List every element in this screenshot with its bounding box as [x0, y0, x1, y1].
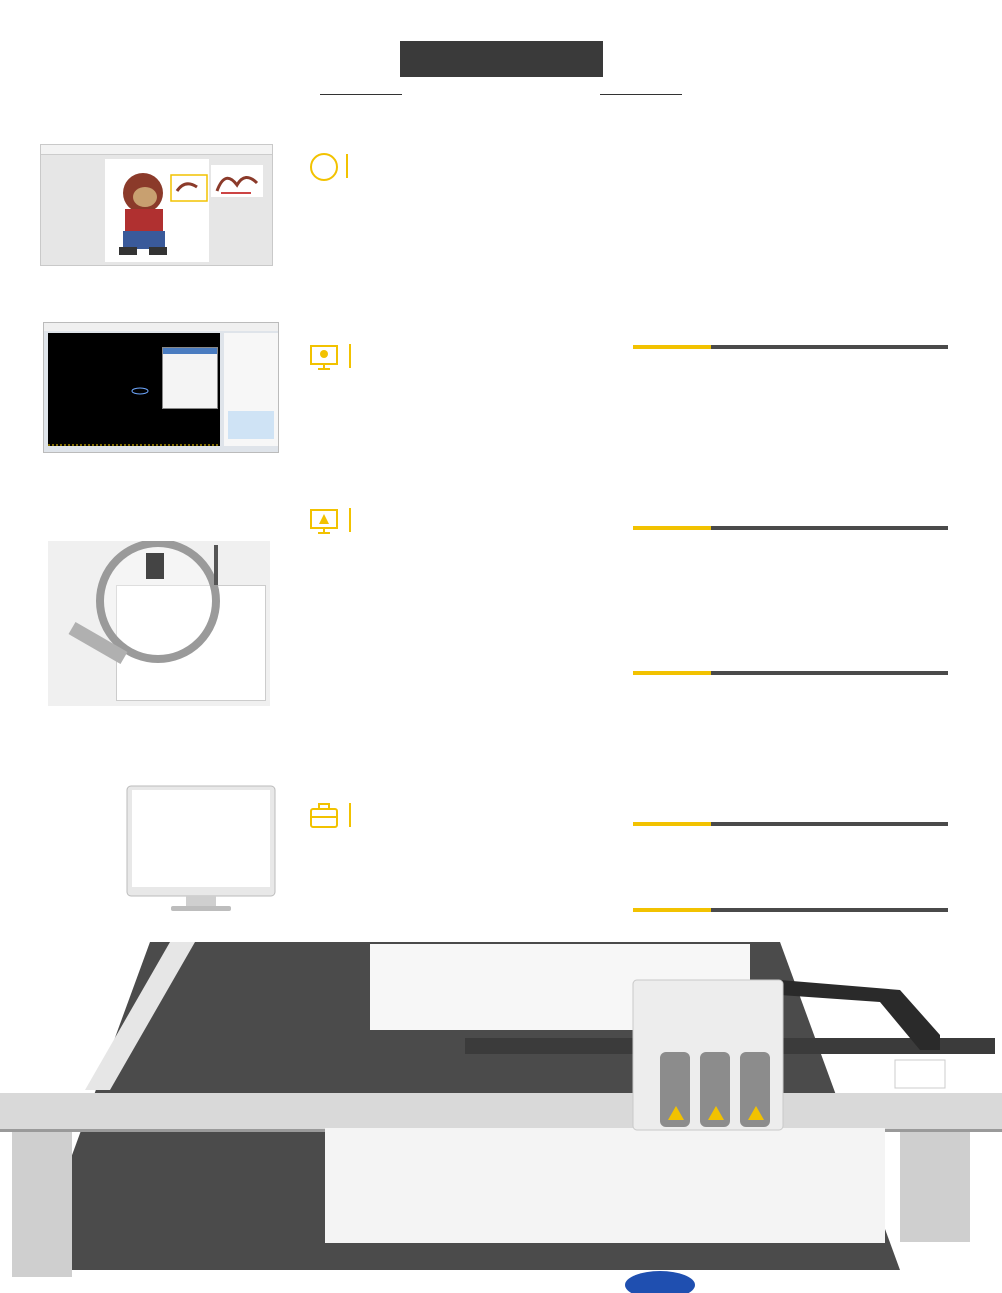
feature-divider — [349, 508, 351, 532]
page-subtitle — [320, 86, 682, 104]
section-rule — [633, 908, 948, 912]
monitor-bulb-icon — [309, 342, 339, 372]
tool-thumbnails — [228, 411, 274, 439]
bleed-dialog — [162, 347, 218, 409]
monitor-warning-icon — [309, 506, 339, 536]
claw-preview-image — [211, 165, 263, 197]
feature-divider — [346, 154, 348, 178]
materials-screenshot — [48, 541, 270, 706]
preview-panel — [211, 165, 263, 197]
bleed-screenshot — [43, 322, 279, 453]
subtitle-rule-right — [600, 94, 682, 95]
page-title — [400, 41, 603, 77]
section-rule — [633, 822, 948, 826]
material-panel — [224, 333, 278, 446]
section-rule — [633, 671, 948, 675]
smooth-line-screenshot — [40, 144, 273, 266]
feature-divider — [349, 803, 351, 827]
briefcase-icon — [309, 801, 339, 831]
feature-divider — [349, 344, 351, 368]
cutting-machine-image — [0, 940, 1002, 1293]
magnifier-image — [48, 541, 270, 706]
canvas — [105, 159, 209, 262]
dialog-titlebar — [163, 348, 217, 354]
section-rule — [633, 526, 948, 530]
sl-icon — [309, 152, 339, 182]
cartoon-character-image — [105, 159, 209, 262]
toolbar — [44, 323, 279, 331]
toolbar — [41, 145, 273, 155]
monitor-image — [126, 785, 278, 915]
section-rule — [633, 345, 948, 349]
